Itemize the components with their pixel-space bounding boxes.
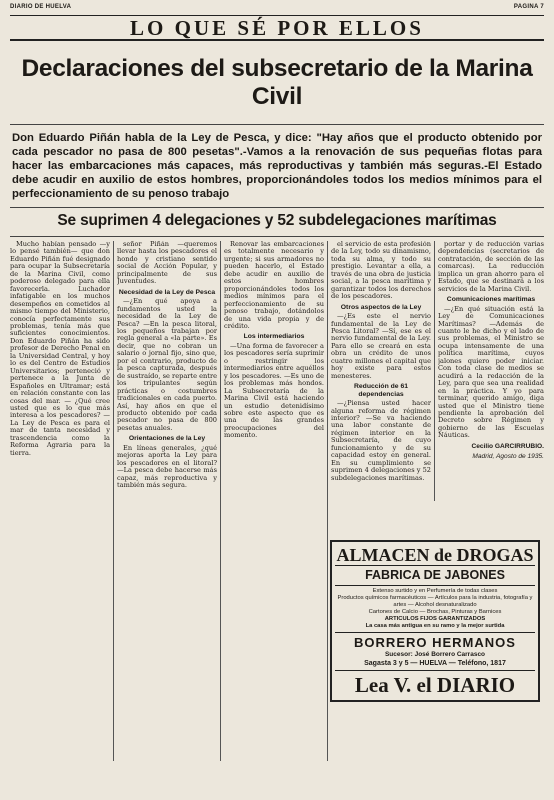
ad-line: ARTICULOS FIJOS GARANTIZADOS: [384, 616, 486, 622]
ad-body: [335, 586, 535, 632]
column-text: —Una forma de favorecer a los pescadores sería suprimir o restringir los intermediarios entre aquéllos y los pescadores. —Es uno de los problemas más hondos. La Subsecretaría de la Marina Civil está haciendo un estudio detenidísimo sobre este aspecto que es una de las grandes preocupaciones del momento.: [224, 341, 324, 440]
column-subheading: Orientaciones de la Ley: [128, 435, 206, 443]
column-divider: [220, 241, 221, 761]
column-text: —¿En qué situación está la Ley de Comunicaciones Marítimas? —Además de cuanto le he dicho y el lado de sus problemas, el Ministro se ocupa intensamente de una política marítima, cuyos jalones quiero poder iniciar. Con toda clase de medios se acudirá a la redacción de la Ley, para que sea una realidad en la práctica. Y yo para terminar, querido amigo, diga usted que el Ministro tiene pendiente la aprobación del Decreto sobre Régimen y gobierno de las Escuelas Náuticas.: [438, 304, 544, 440]
column-text: el servicio de esta profesión de la Ley, todo su dinamismo, toda su alma, y todo su prestigio. Levantar a ella, a través de una obra de justicia social, a la pesca marítima y garantizar todos los derechos de los pescadores.: [331, 241, 431, 301]
column-3: [224, 241, 324, 761]
column-divider: [327, 241, 328, 761]
article-headline: Declaraciones del subsecretario de la Marina Civil: [10, 41, 544, 125]
column-text: —¿Es este el nervio fundamental de la Ley de Pesca Litoral? —Sí, ese es el nervio fundamental de la Ley. Para ello se creará en esta obra un crédito de unos cuatro millones el capital que hoy existe para estos menesteres.: [331, 312, 431, 380]
newspaper-name: DIARIO DE HUELVA: [10, 4, 72, 10]
column-subheading: Comunicaciones marítimas: [446, 296, 536, 304]
ad-factory: FABRICA DE JABONES: [335, 566, 535, 586]
column-2: [117, 241, 217, 761]
column-text: Renovar las embarcaciones es totalmente necesario y urgente; si sus armadores no pueden hacerlo, el Estado debe acudir en auxilio de estos hombres proporcionándoles todos los medios mínimos para el perfeccionamiento de su penoso trabajo, dotándolos de una vida propia y de crédito.: [224, 241, 324, 330]
ad-address: Sagasta 3 y 5 — HUELVA — Teléfono, 1817: [335, 659, 535, 671]
page-number: PAGINA 7: [513, 4, 544, 10]
column-text: —¿En qué apoya a fundamentos usted la necesidad de la Ley de Pesca? —En la pesca litoral, los pequeños trabajan por regla general a «la parte». Es decir, que no cobran un salario o jornal fijo, sino que, por el contrario, producto de la pesca capturada, después de sustraído, se reparte entre los tripulantes según prácticas o costumbres tradicionales en cada puerto. Así, hay años en que el producto obtenido por cada pescador no pasa de 800 pesetas anuales.: [117, 297, 217, 432]
ad-line: Extenso surtido y en Perfumería de todas clases: [372, 588, 498, 594]
column-subheading: Reducción de 61 dependencias: [353, 383, 408, 398]
page-header: [10, 4, 544, 16]
column-text: Mucho habían pensado —y lo pensé también— que don Eduardo Piñán fué designado para ocupar la Subsecretaría de la Marina Civil, como poderoso delegado para ella favorecerla. Luchador infatigable en los muchos desempeños en cometidos al mismo tiempo del Ministerio, conocía perfectamente sus problemas, tenía más que suficientes conocimientos. Don Eduardo Piñán ha sido profesor de Derecho Penal en la Universidad Central, y hoy lo es del Centro de Estudios Universitarios; perteneció y pertenece a la Junta de Españoles en Ultramar; está en relación constante con las cosas del mar. — ¿Qué cree usted que es lo que más interesa a los pescadores? — La Ley de Pesca es para el mar de tanta necesidad y trascendencia como la Reforma Agraria para la tierra.: [10, 241, 110, 457]
column-4: [331, 241, 431, 501]
ad-cta: Lea V. el DIARIO: [354, 673, 516, 697]
article-date: Madrid, Agosto de 1935.: [472, 453, 544, 461]
ad-brand: BORRERO HERMANOS: [335, 632, 535, 651]
article-subheadline: Se suprimen 4 delegaciones y 52 subdelegaciones marítimas: [10, 207, 544, 237]
column-1: [10, 241, 110, 761]
ad-line: La casa más antigua en su ramo y la mejor surtida: [365, 623, 505, 629]
column-divider: [113, 241, 114, 761]
column-subheading: Necesidad de la Ley de Pesca: [118, 288, 216, 296]
ad-successor: Sucesor: José Borrero Carrasco: [384, 651, 486, 658]
author-signature: Cecilio GARCIRRUBIO.: [471, 442, 544, 450]
advertisement: [330, 540, 540, 702]
section-title: LO QUE SÉ POR ELLOS: [10, 17, 544, 41]
column-text: señor Piñán —queremos llevar hasta los pescadores el hondo y cristiano sentido social de Acción Popular, y principalmente de sus Juventudes.: [117, 241, 217, 286]
ad-store-title: ALMACEN de DROGAS: [336, 545, 534, 565]
column-text: En líneas generales, ¿qué mejoras aporta la Ley para los pescadores en el litoral? —La pesca debe hacerse más capaz, más reproductiva y también más segura.: [117, 443, 217, 490]
column-divider: [434, 241, 435, 501]
ad-line: Cartones de Calcio — Brochas, Pinturas y Barnices: [368, 609, 502, 615]
column-text: portar y de reducción varias dependencias (secretarios de contratación, de sección de las comarcas). La reducción implica un gran ahorro para el Estado, que se destinará a los servicios de la Marina Civil.: [438, 241, 544, 293]
column-subheading: Los intermediarios: [243, 333, 305, 341]
column-text: —¿Piensa usted hacer alguna reforma de régimen interior? —Se va haciendo una labor constante de régimen interior en la Subsecretaría, de cuyo funcionamiento y de su capacidad estoy en general. En su cumplimiento se suprimen 4 delegaciones y 52 subdelegaciones marítimas.: [331, 399, 431, 482]
column-5: [438, 241, 544, 501]
article-lead: Don Eduardo Piñán habla de la Ley de Pesca, y dice: "Hay años que el producto obtenido por cada pescador no pasa de 800 pesetas".-Vamos a la renovación de sus pequeñas flotas para hacer las embarcaciones más capaces, más reproductivas y también más seguras.-El Estado debe acudir en auxilio de estos hombres, proporcionándoles todos los medios mínimos para el perfeccionamiento de su penoso trabajo: [12, 132, 542, 200]
ad-line: Productos químicos farmacéuticos — Artículos para la industria, fotografía y artes — Alcohol desnaturalizado: [337, 595, 533, 608]
column-subheading: Otros aspectos de la Ley: [340, 303, 422, 311]
